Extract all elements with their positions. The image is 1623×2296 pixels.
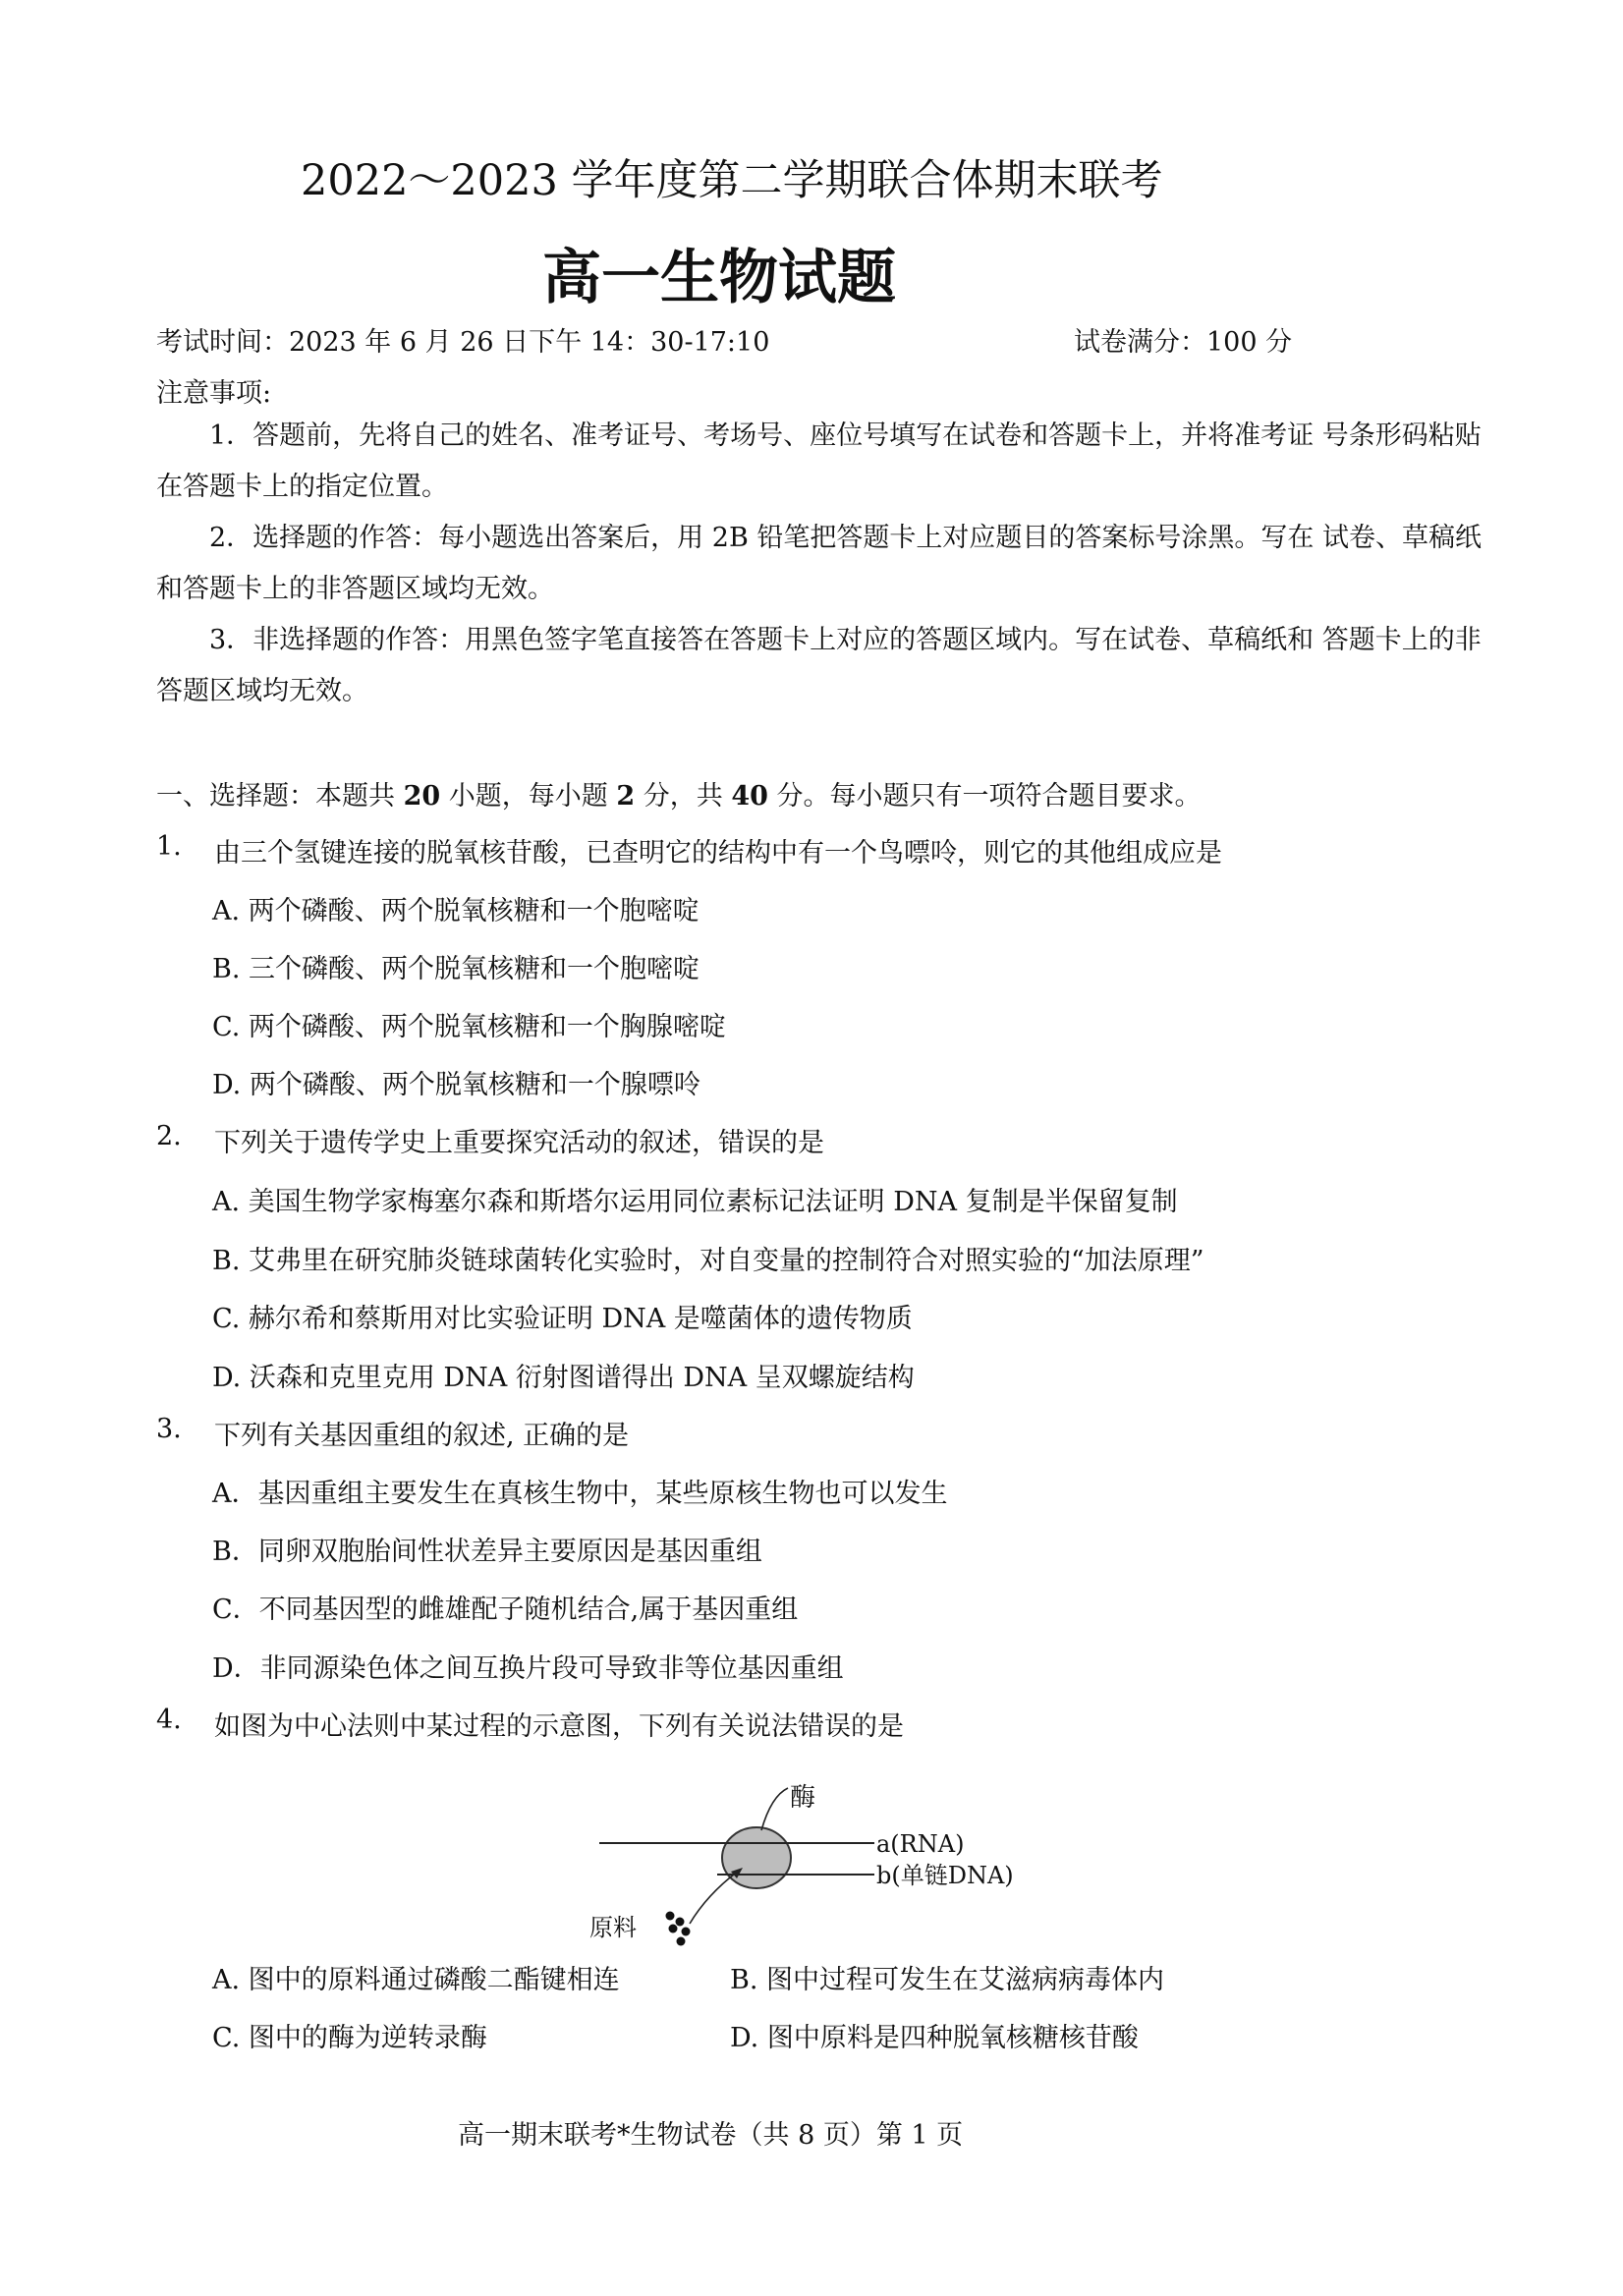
option-c: C．不同基因型的雌雄配子随机结合,属于基因重组: [212, 1595, 799, 1625]
option-d: D. 两个磷酸、两个脱氧核糖和一个腺嘌呤: [212, 1070, 700, 1100]
enzyme-label: 酶: [790, 1783, 816, 1813]
enzyme-circle: [722, 1827, 791, 1888]
option-d: D. 沃森和克里克用 DNA 衍射图谱得出 DNA 呈双螺旋结构: [212, 1363, 915, 1393]
question-stem: 由三个氢键连接的脱氧核苷酸，已查明它的结构中有一个鸟嘌呤，则它的其他组成应是: [214, 838, 1222, 868]
option-b: B. 图中过程可发生在艾滋病病毒体内: [730, 1965, 1165, 1995]
option-d: D．非同源染色体之间互换片段可导致非等位基因重组: [212, 1653, 844, 1684]
option-c: C. 两个磷酸、两个脱氧核糖和一个胸腺嘧啶: [212, 1012, 726, 1042]
question-number: 1.: [156, 831, 182, 862]
central-dogma-diagram: [580, 1776, 1051, 1953]
strand-a-label: a(RNA): [876, 1830, 965, 1858]
option-b: B．同卵双胞胎间性状差异主要原因是基因重组: [212, 1537, 762, 1567]
option-c: C. 图中的酶为逆转录酶: [212, 2023, 487, 2053]
notice-item-2: 2．选择题的作答：每小题选出答案后，用 2B 铅笔把答题卡上对应题目的答案标号涂黑。写在 试卷、草稿纸和答题卡上的非答题区域均无效。: [156, 523, 1482, 604]
nucleotide-dot: [677, 1937, 686, 1946]
option-a: A. 图中的原料通过磷酸二酯键相连: [212, 1965, 620, 1995]
option-a: A．基因重组主要发生在真核生物中，某些原核生物也可以发生: [212, 1479, 948, 1509]
notice-heading: 注意事项:: [156, 378, 272, 409]
question-stem: 下列有关基因重组的叙述, 正确的是: [214, 1421, 630, 1451]
question-number: 4.: [156, 1705, 182, 1735]
option-b: B. 三个磷酸、两个脱氧核糖和一个胞嘧啶: [212, 954, 700, 984]
subject-title: 高一生物试题: [542, 244, 896, 312]
nucleotide-dot: [666, 1912, 675, 1921]
option-b: B. 艾弗里在研究肺炎链球菌转化实验时，对自变量的控制符合对照实验的“加法原理”: [212, 1246, 1204, 1276]
page-footer: 高一期末联考*生物试卷（共 8 页）第 1 页: [458, 2120, 964, 2151]
notice-item-3: 3．非选择题的作答：用黑色签字笔直接答在答题卡上对应的答题区域内。写在试卷、草稿纸和 答题卡上的非答题区域均无效。: [156, 625, 1482, 706]
exam-time: 考试时间：2023 年 6 月 26 日下午 14：30-17:10: [156, 327, 770, 358]
nucleotide-dot: [669, 1925, 678, 1933]
option-a: A. 两个磷酸、两个脱氧核糖和一个胞嘧啶: [212, 896, 700, 926]
option-a: A. 美国生物学家梅塞尔森和斯塔尔运用同位素标记法证明 DNA 复制是半保留复制: [212, 1187, 1178, 1217]
notice-item-1: 1．答题前，先将自己的姓名、准考证号、考场号、座位号填写在试卷和答题卡上，并将准考证 号条形码粘贴在答题卡上的指定位置。: [156, 420, 1482, 502]
option-c: C. 赫尔希和蔡斯用对比实验证明 DNA 是噬菌体的遗传物质: [212, 1304, 913, 1334]
raw-material-label: 原料: [589, 1914, 637, 1941]
question-stem: 如图为中心法则中某过程的示意图，下列有关说法错误的是: [214, 1711, 904, 1742]
question-number: 2.: [156, 1121, 182, 1151]
question-stem: 下列关于遗传学史上重要探究活动的叙述，错误的是: [214, 1128, 824, 1158]
nucleotide-dot: [676, 1918, 685, 1927]
option-d: D. 图中原料是四种脱氧核糖核苷酸: [730, 2023, 1139, 2053]
strand-b-label: b(单链DNA): [876, 1862, 1014, 1889]
question-number: 3.: [156, 1414, 182, 1444]
section-heading: 一、选择题：本题共 20 小题，每小题 2 分，共 40 分。每小题只有一项符合题目要求。: [156, 781, 1202, 812]
nucleotide-dot: [682, 1928, 691, 1936]
enzyme-pointer: [761, 1788, 788, 1830]
full-score: 试卷满分：100 分: [1074, 327, 1293, 358]
exam-title: 2022～2023 学年度第二学期联合体期末联考: [301, 156, 1163, 205]
